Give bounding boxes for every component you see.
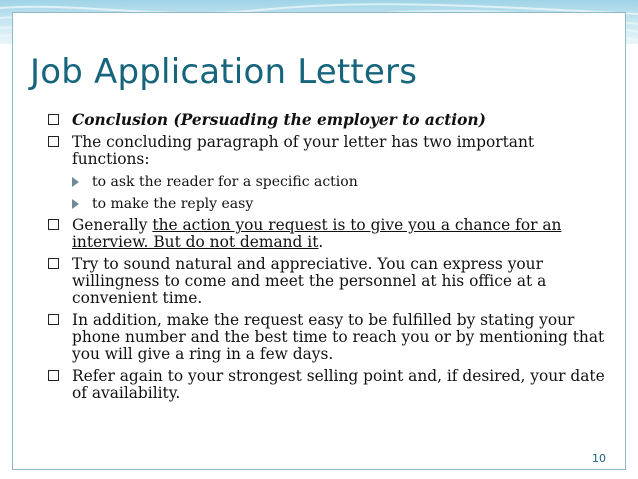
checkbox-bullet-icon	[48, 114, 59, 125]
checkbox-bullet-icon	[48, 136, 59, 147]
bullet-prefix: Generally	[72, 216, 153, 234]
triangle-bullet-icon	[72, 177, 79, 187]
bullet-text: In addition, make the request easy to be fulfilled by stating your phone number and the best time to reach you or by mentioning that you will give a ring in a few days.	[72, 311, 605, 363]
bullet-item	[48, 134, 608, 168]
bullet-text: Conclusion (Persuading the employer to action)	[72, 111, 486, 129]
bullet-underlined-text: the action you request is to give you a chance for an interview. But do not demand it	[72, 216, 562, 251]
bullet-text: The concluding paragraph of your letter has two important functions:	[72, 133, 535, 168]
checkbox-bullet-icon	[48, 314, 59, 325]
sub-bullet-text: to make the reply easy	[92, 196, 254, 212]
bullet-item	[48, 112, 608, 129]
bullet-item	[48, 368, 608, 402]
sub-bullet-item	[70, 195, 608, 213]
sub-bullet-item	[70, 173, 608, 191]
page-number: 10	[592, 452, 606, 465]
bullet-text: Try to sound natural and appreciative. You can express your willingness to come and meet the personnel at his office at a convenient time.	[72, 255, 547, 307]
bullet-text: Refer again to your strongest selling point and, if desired, your date of availability.	[72, 367, 605, 402]
bullet-suffix: .	[318, 233, 324, 251]
slide-title: Job Application Letters	[30, 52, 418, 92]
bullet-item	[48, 312, 608, 363]
bullet-item	[48, 256, 608, 307]
triangle-bullet-icon	[72, 199, 79, 209]
sub-bullet-text: to ask the reader for a specific action	[92, 174, 358, 190]
checkbox-bullet-icon	[48, 370, 59, 381]
bullet-item	[48, 217, 608, 251]
checkbox-bullet-icon	[48, 219, 59, 230]
checkbox-bullet-icon	[48, 258, 59, 269]
bullet-list	[48, 112, 608, 407]
